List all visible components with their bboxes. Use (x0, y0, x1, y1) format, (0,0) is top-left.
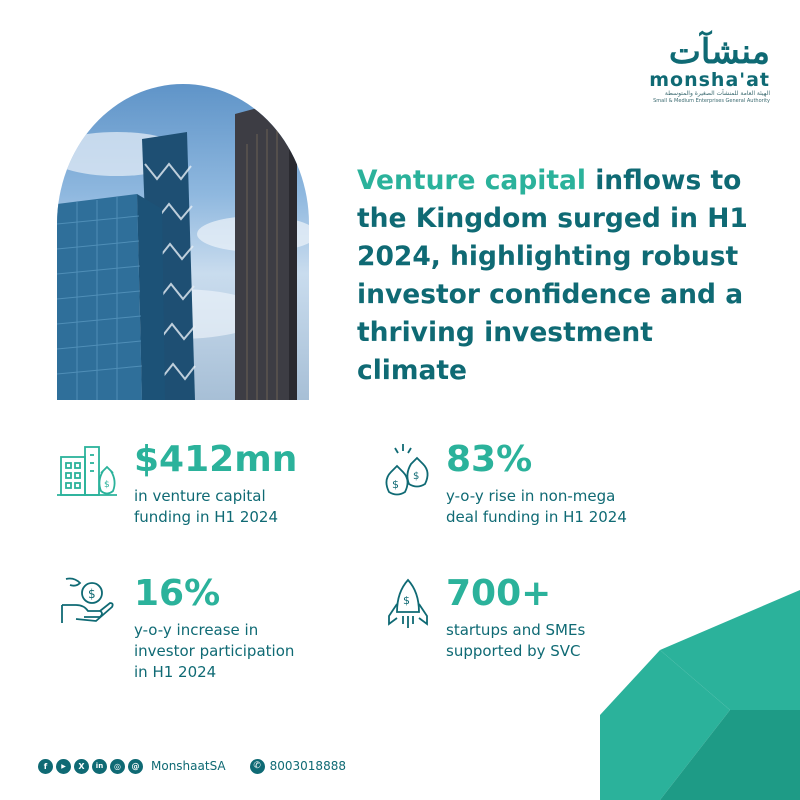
stat-desc-line: investor participation (134, 642, 295, 660)
headline-rest: inflows to the Kingdom surged in H1 2024, highlighting robust investor confidence and a thriving investment climate (357, 165, 748, 386)
stat-investor-participation (134, 574, 294, 683)
logo-subtitle-english: Small & Medium Enterprises General Authority (653, 98, 770, 104)
x-icon[interactable]: X (74, 759, 89, 774)
stat-description (134, 486, 297, 528)
logo-arabic: منشآت (668, 32, 770, 72)
stat-desc-line: funding in H1 2024 (134, 508, 278, 526)
stat-desc-line: y-o-y rise in non-mega (446, 487, 616, 505)
linkedin-icon[interactable]: in (92, 759, 107, 774)
youtube-icon[interactable]: ▶ (56, 759, 71, 774)
stat-value: 83% (446, 439, 533, 480)
headline (357, 162, 767, 390)
svg-text:$: $ (104, 480, 110, 490)
svg-text:$: $ (403, 594, 410, 607)
monshaat-logo (630, 34, 770, 105)
stat-non-mega-deal (446, 440, 627, 528)
phone-number[interactable]: 8003018888 (269, 759, 346, 773)
buildings-money-icon (57, 443, 119, 499)
headline-accent: Venture capital (357, 165, 586, 196)
stat-startups-supported (446, 574, 585, 662)
stat-value: 700+ (446, 573, 552, 614)
logo-subtitle-arabic: الهيئة العامة للمنشآت الصغيرة والمتوسطة (664, 90, 770, 97)
money-bags-icon (383, 442, 433, 498)
stat-desc-line: in venture capital (134, 487, 266, 505)
svg-text:$: $ (392, 478, 399, 491)
stat-vc-funding (134, 440, 297, 528)
hero-photo (57, 84, 309, 400)
stat-desc-line: deal funding in H1 2024 (446, 508, 627, 526)
stat-value: 16% (134, 573, 221, 614)
stat-desc-line: supported by SVC (446, 642, 581, 660)
stat-description (446, 486, 627, 528)
logo-english: monsha'at (649, 69, 770, 91)
stat-desc-line: startups and SMEs (446, 621, 586, 639)
hand-coin-icon (60, 575, 116, 625)
svg-text:$: $ (88, 587, 96, 601)
facebook-icon[interactable]: f (38, 759, 53, 774)
stat-desc-line: in H1 2024 (134, 663, 217, 681)
stat-description (134, 620, 294, 683)
decorative-corner-shape (600, 590, 800, 800)
instagram-icon[interactable]: ◎ (110, 759, 125, 774)
stat-value: $412mn (134, 439, 298, 480)
social-handle[interactable]: MonshaatSA (151, 759, 226, 773)
phone-icon: ✆ (250, 759, 265, 774)
rocket-icon (387, 578, 429, 634)
stat-desc-line: y-o-y increase in (134, 621, 259, 639)
footer (38, 757, 346, 775)
stat-description (446, 620, 585, 662)
svg-text:$: $ (413, 471, 420, 482)
threads-icon[interactable]: @ (128, 759, 143, 774)
